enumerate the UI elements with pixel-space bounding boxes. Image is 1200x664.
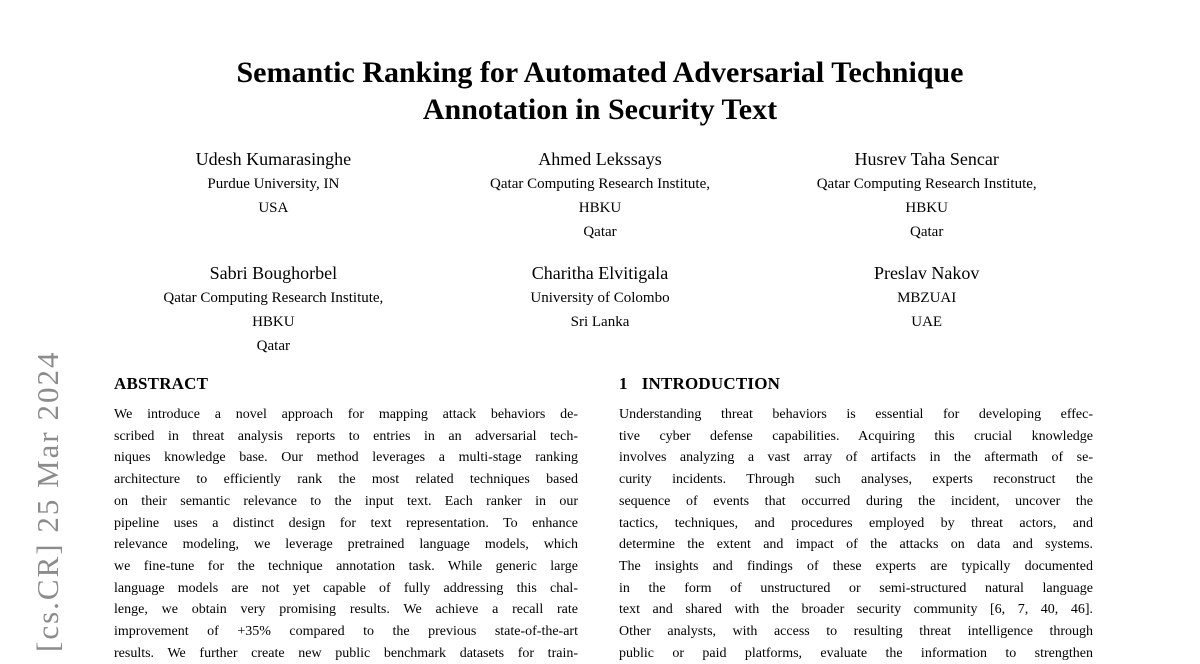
author-affiliation-line: Sri Lanka [570, 314, 630, 330]
abstract-line: language models are not yet capable of fully addressing this chal- [114, 580, 578, 596]
abstract-line: lenge, we obtain very promising results. We achieve a recall rate [114, 602, 578, 618]
introduction-line: curity incidents. Through such analyses, experts reconstruct the [619, 472, 1093, 488]
author-block [763, 261, 1090, 358]
abstract-line: pipeline uses a distinct design for text representation. To enhance [114, 515, 578, 531]
author-name: Udesh Kumarasinghe [195, 149, 352, 169]
author-affiliation-line: Qatar [910, 224, 944, 240]
abstract-line: scribed in threat analysis reports to entries in an adversarial tech- [114, 428, 578, 444]
author-affiliation-line: UAE [911, 314, 943, 330]
section-title: INTRODUCTION [641, 374, 781, 393]
introduction-body [619, 404, 1093, 664]
abstract-line: relevance modeling, we leverage pretrained language models, which [114, 537, 578, 553]
paper-title-line-1: Semantic Ranking for Automated Adversarial Technique [236, 56, 964, 89]
author-affiliation-line: USA [258, 200, 289, 216]
author-affiliation-line: Qatar [256, 338, 290, 354]
authors-row-1 [110, 147, 1090, 244]
author-block [110, 261, 437, 358]
arxiv-watermark: [cs.CR] 25 Mar 2024 [30, 350, 65, 652]
author-name: Preslav Nakov [873, 263, 980, 283]
author-affiliation-line: MBZUAI [897, 290, 957, 306]
introduction-line: public or paid platforms, evaluate the information to strengthen [619, 645, 1093, 661]
author-affiliation-line: HBKU [578, 200, 622, 216]
introduction-line: The insights and findings of these experts are typically documented [619, 558, 1093, 574]
author-affiliation-line: HBKU [252, 314, 295, 330]
introduction-line: text and shared with the broader security community [6, 7, 40, 46]. [619, 602, 1093, 618]
introduction-line: sequence of events that occurred during the incident, uncover the [619, 493, 1093, 509]
author-block [437, 261, 764, 358]
introduction-line: tactics, techniques, and procedures employed by threat actors, and [619, 515, 1093, 531]
author-block [437, 147, 764, 244]
authors-row-2 [110, 261, 1090, 358]
abstract-line: architecture to efficiently rank the most related techniques based [114, 472, 578, 488]
abstract-line: on their semantic relevance to the input text. Each ranker in our [114, 493, 578, 509]
abstract-body [114, 404, 578, 664]
abstract-line: We introduce a novel approach for mapping attack behaviors de- [114, 407, 578, 422]
introduction-line: in the form of unstructured or semi-structured natural language [619, 580, 1093, 596]
introduction-line: tive cyber defense capabilities. Acquiring this crucial knowledge [619, 428, 1093, 444]
introduction-line: Understanding threat behaviors is essential for developing effec- [619, 407, 1093, 422]
abstract-line: improvement of +35% compared to the previous state-of-the-art [114, 624, 578, 640]
author-affiliation-line: University of Colombo [530, 290, 670, 306]
introduction-line: Other analysts, with access to resulting threat intelligence through [619, 624, 1093, 640]
introduction-line: involves analyzing a vast array of artifacts in the aftermath of se- [619, 450, 1093, 466]
abstract-heading: ABSTRACT [114, 374, 209, 393]
introduction-section [619, 374, 1093, 661]
introduction-line: determine the extent and impact of the attacks on data and systems. [619, 537, 1093, 553]
paper-title [0, 54, 1200, 128]
author-name: Charitha Elvitigala [531, 263, 669, 283]
author-name: Ahmed Lekssays [538, 149, 662, 169]
author-affiliation-line: Qatar [583, 224, 617, 240]
author-affiliation-line: Qatar Computing Research Institute, [816, 176, 1037, 192]
paper-title-line-2: Annotation in Security Text [422, 93, 778, 126]
author-block [110, 147, 437, 244]
section-number: 1 [619, 374, 628, 393]
author-affiliation-line: Qatar Computing Research Institute, [163, 290, 384, 306]
author-name: Husrev Taha Sencar [854, 149, 999, 169]
author-affiliation-line: Purdue University, IN [207, 176, 340, 192]
abstract-line: results. We further create new public benchmark datasets for train- [114, 645, 578, 661]
abstract-section [114, 374, 578, 661]
author-name: Sabri Boughorbel [209, 263, 338, 283]
introduction-heading [619, 374, 1093, 394]
author-affiliation-line: HBKU [905, 200, 948, 216]
abstract-line: niques knowledge base. Our method leverages a multi-stage ranking [114, 450, 578, 466]
author-affiliation-line: Qatar Computing Research Institute, [490, 176, 710, 192]
abstract-line: we fine-tune for the technique annotation task. While generic large [114, 558, 578, 574]
author-block [763, 147, 1090, 244]
